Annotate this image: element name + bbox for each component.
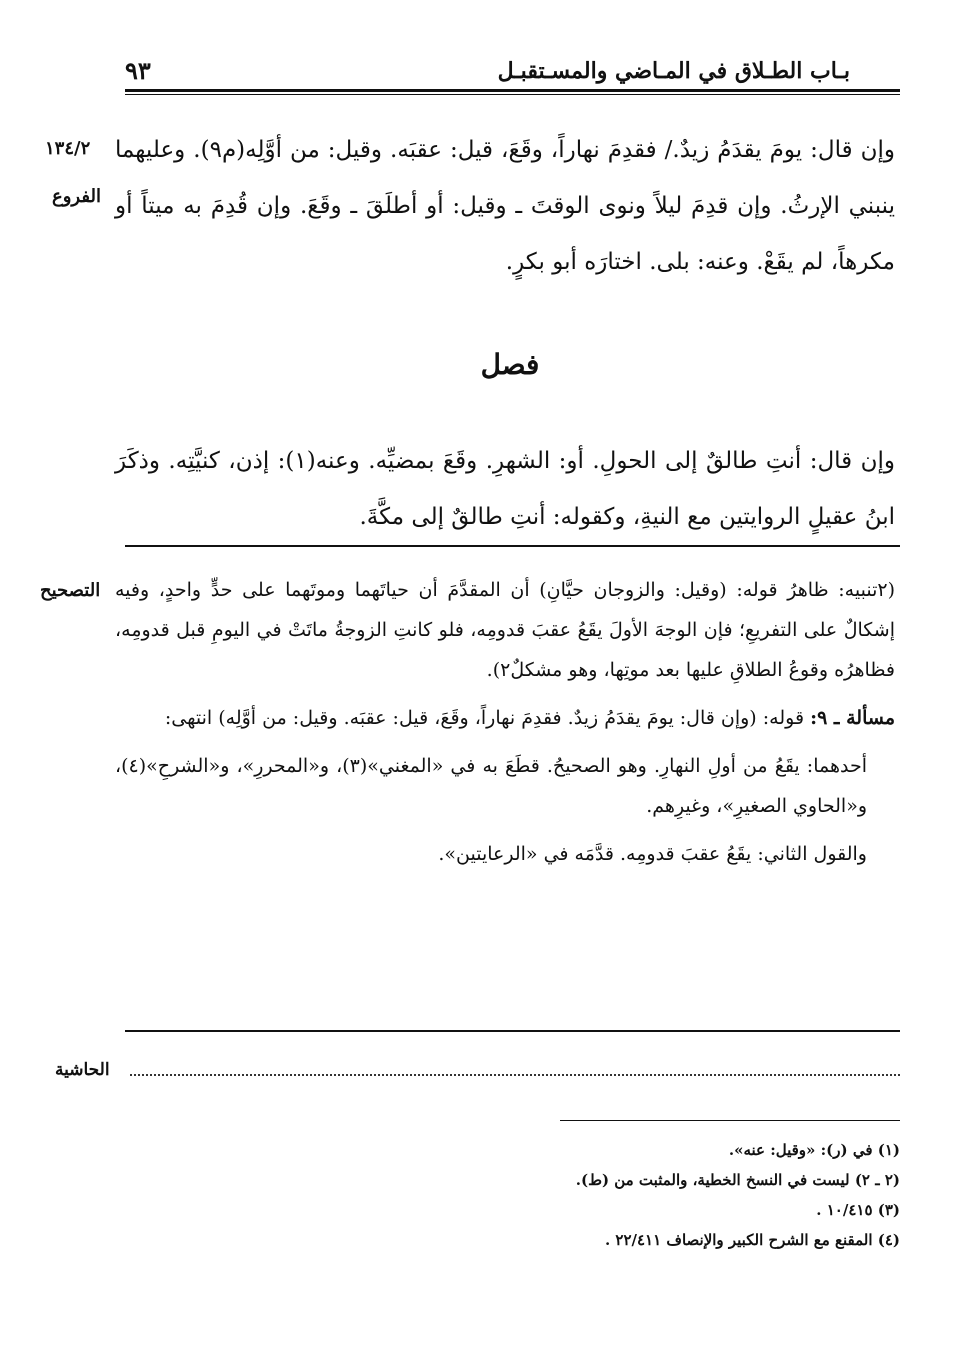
commentary-rule [125, 1030, 900, 1032]
commentary-second-opinion: والقول الثاني: يقَعُ عقبَ قدومِه. قدَّمَه في «الرعايتين». [438, 843, 867, 865]
page-number: ٩٣ [125, 56, 151, 85]
main-text-rule [125, 545, 900, 547]
tashih-label: التصحيح [40, 580, 101, 601]
footnote-item: (٤) المقنع مع الشرح الكبير والإنصاف ٢٢/٤١١ . [604, 1231, 900, 1249]
commentary-para-1: (٢تنبيه: ظاهرُ قوله: (وقيل: والزوجان حيَّانِ) أن المقدَّمَ أن حياتَهما وموتَهما على حدٍّ واحدٍ، وفيه إشكالٌ على التفريعِ؛ فإن الوجهَ الأولَ يقَعُ عقبَ قدومِه، فلو كانتِ الزوجةُ ماتَتْ في اليومِ قبل قدومِه، فظاهرُه وقوعُ الطلاقِ عليها بعد موتِها، وهو مشكلٌ٢). [115, 579, 895, 681]
commentary-block [115, 570, 895, 882]
section-heading: فصل [480, 348, 540, 381]
masala-label: مسألة ـ ٩: [810, 707, 895, 729]
footnotes [120, 1135, 900, 1255]
hashiya-label: الحاشية [55, 1060, 110, 1080]
footnote-item: (٣) ١٠/٤١٥ . [816, 1201, 900, 1219]
footnote-item: (٢ ـ ٢) ليست في النسخ الخطية، والمثبت من (ط). [575, 1171, 900, 1189]
main-paragraph-1: وإن قال: يومَ يقدَمُ زيدٌ./ فقدِمَ نهاراً، وقَعَ، قيل: عقبَه. وقيل: من أوَّلِه(م٩). وعليهما ينبني الإرثُ. وإن قدِمَ ليلاً ونوى الوقتَ ـ وقيل: أو أطلَقَ ـ وقَعَ. وإن قُدِمَ به ميتاً أو مكرهاً، لم يقَعْ. وعنه: بلى. اختارَه أبو بكرٍ. [115, 137, 895, 275]
header-rule-thin [125, 94, 900, 95]
header-rule [125, 89, 900, 92]
margin-volume-ref: ١٣٤/٢ [45, 138, 91, 159]
hashiya-dotted-line [130, 1074, 900, 1076]
footnote-item: (١) في (ر): «وقيل: عنه». [728, 1141, 900, 1159]
masala-text: قوله: (وإن قال: يومَ يقدَمُ زيدٌ. فقدِمَ نهاراً، وقَعَ، قيل: عقبَه. وقيل: من أوَّلِه) انتهى: [164, 707, 805, 729]
commentary-first-opinion: أحدهما: يقَعُ من أولِ النهارِ. وهو الصحيحُ. قطَعَ به في «المغني»(٣)، و«المحررِ»، و«الشرحِ»(٤)، و«الحاوي الصغيرِ»، وغيرِهم. [115, 755, 868, 817]
margin-furu-label: الفروع [52, 186, 101, 207]
footnote-rule [560, 1120, 900, 1121]
running-title: بـاب الطـلاق في المـاضي والمسـتقبـل [497, 58, 850, 84]
main-paragraph-2: وإن قال: أنتِ طالقٌ إلى الحولِ. أو: الشهرِ. وقَعَ بمضيِّه. وعنه(١): إذن، كنيَّتِه. وذكَرَ ابنُ عقيلٍ الروايتين مع النيةِ، وكقوله: أنتِ طالقٌ إلى مكَّةَ. [115, 448, 895, 530]
commentary-masala [115, 698, 895, 738]
main-text-block [115, 122, 895, 290]
